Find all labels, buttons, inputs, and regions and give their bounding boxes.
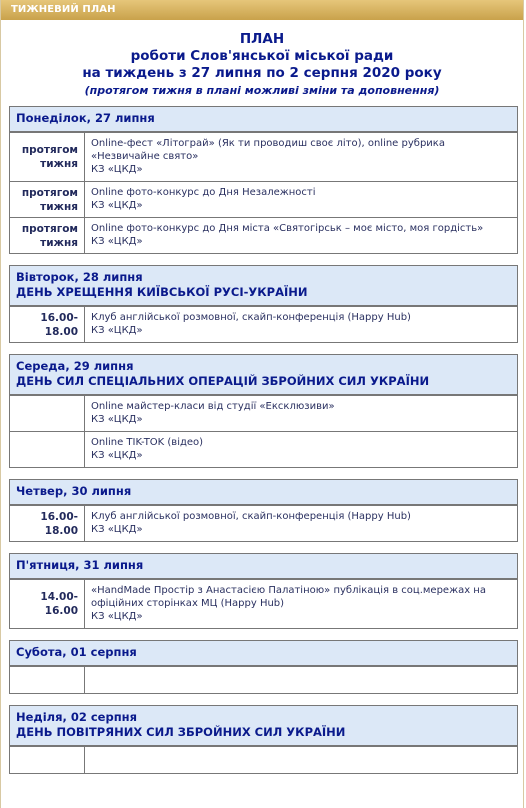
day-header [10,266,517,306]
day-header [10,107,517,132]
day-name: Четвер, 30 липня [16,484,132,498]
event-row [10,132,517,181]
day-monday [9,106,518,254]
event-details [85,218,517,253]
plan-period: на тиждень з 27 липня по 2 серпня 2020 року [82,65,442,81]
event-time [10,747,85,773]
event-details [85,580,517,628]
day-title: ДЕНЬ ХРЕЩЕННЯ КИЇВСЬКОЇ РУСІ-УКРАЇНИ [16,285,308,299]
event-time: 14.00-16.00 [10,580,85,628]
day-name: Вівторок, 28 липня [16,270,143,284]
schedule [9,106,518,785]
event-details [85,307,517,342]
day-name: Середа, 29 липня [16,359,134,373]
event-row [10,181,517,217]
event-details [85,432,517,467]
day-wednesday [9,354,518,468]
day-name: Неділя, 02 серпня [16,710,137,724]
event-organizer: КЗ «ЦКД» [91,164,143,175]
day-header [10,355,517,395]
event-time [10,667,85,693]
event-text: Online майстер-класи від студії «Ексклюзиви» [91,401,335,412]
event-details [85,667,517,693]
event-row [10,306,517,342]
day-friday [9,553,518,629]
event-row [10,579,517,628]
day-sunday [9,705,518,774]
event-text: Online TIK-TOK (відео) [91,437,204,448]
day-header [10,706,517,746]
plan-title: ПЛАН [239,31,285,47]
event-details [85,182,517,217]
day-name: П'ятниця, 31 липня [16,558,144,572]
event-row [10,505,517,541]
event-row [10,746,517,773]
event-organizer: КЗ «ЦКД» [91,325,143,336]
plan-subtitle: роботи Слов'янської міської ради [130,48,394,64]
event-details [85,506,517,541]
day-header [10,641,517,666]
event-text: Online-фест «Літограй» (Як ти проводиш своє літо), online рубрика «Незвичайне свято» [91,138,445,162]
event-row [10,395,517,431]
event-row [10,431,517,467]
day-header [10,480,517,505]
day-header [10,554,517,579]
day-title: ДЕНЬ СИЛ СПЕЦІАЛЬНИХ ОПЕРАЦІЙ ЗБРОЙНИХ СИЛ УКРАЇНИ [16,374,430,388]
event-time: протягом тижня [10,182,85,217]
event-time [10,396,85,431]
event-time: 16.00-18.00 [10,506,85,541]
event-organizer: КЗ «ЦКД» [91,414,143,425]
day-title: ДЕНЬ ПОВІТРЯНИХ СИЛ ЗБРОЙНИХ СИЛ УКРАЇНИ [16,725,346,739]
event-text: «HandMade Простір з Анастасією Палатіною» публікація в соц.мережах на офіційних сторінках МЦ (Happy Hub) [91,585,486,609]
event-text: Клуб англійської розмовної, скайп-конференція (Happy Hub) [91,511,411,522]
event-time: 16.00-18.00 [10,307,85,342]
plan-note: (протягом тижня в плані можливі зміни та доповнення) [84,84,440,97]
section-header: ТИЖНЕВИЙ ПЛАН [1,0,523,20]
event-details [85,133,517,181]
event-time [10,432,85,467]
day-name: Понеділок, 27 липня [16,111,155,125]
event-text: Клуб англійської розмовної, скайп-конференція (Happy Hub) [91,312,411,323]
day-name: Субота, 01 серпня [16,645,137,659]
event-details [85,396,517,431]
event-text: Online фото-конкурс до Дня міста «Святогірськ – моє місто, моя гордість» [91,223,484,234]
event-organizer: КЗ «ЦКД» [91,611,143,622]
event-row [10,666,517,693]
event-time: протягом тижня [10,133,85,181]
event-text: Online фото-конкурс до Дня Незалежності [91,187,316,198]
event-organizer: КЗ «ЦКД» [91,524,143,535]
event-organizer: КЗ «ЦКД» [91,450,143,461]
day-saturday [9,640,518,694]
day-thursday [9,479,518,542]
event-row [10,217,517,253]
day-tuesday [9,265,518,343]
event-details [85,747,517,773]
plan-heading [1,31,523,98]
event-organizer: КЗ «ЦКД» [91,236,143,247]
event-organizer: КЗ «ЦКД» [91,200,143,211]
event-time: протягом тижня [10,218,85,253]
